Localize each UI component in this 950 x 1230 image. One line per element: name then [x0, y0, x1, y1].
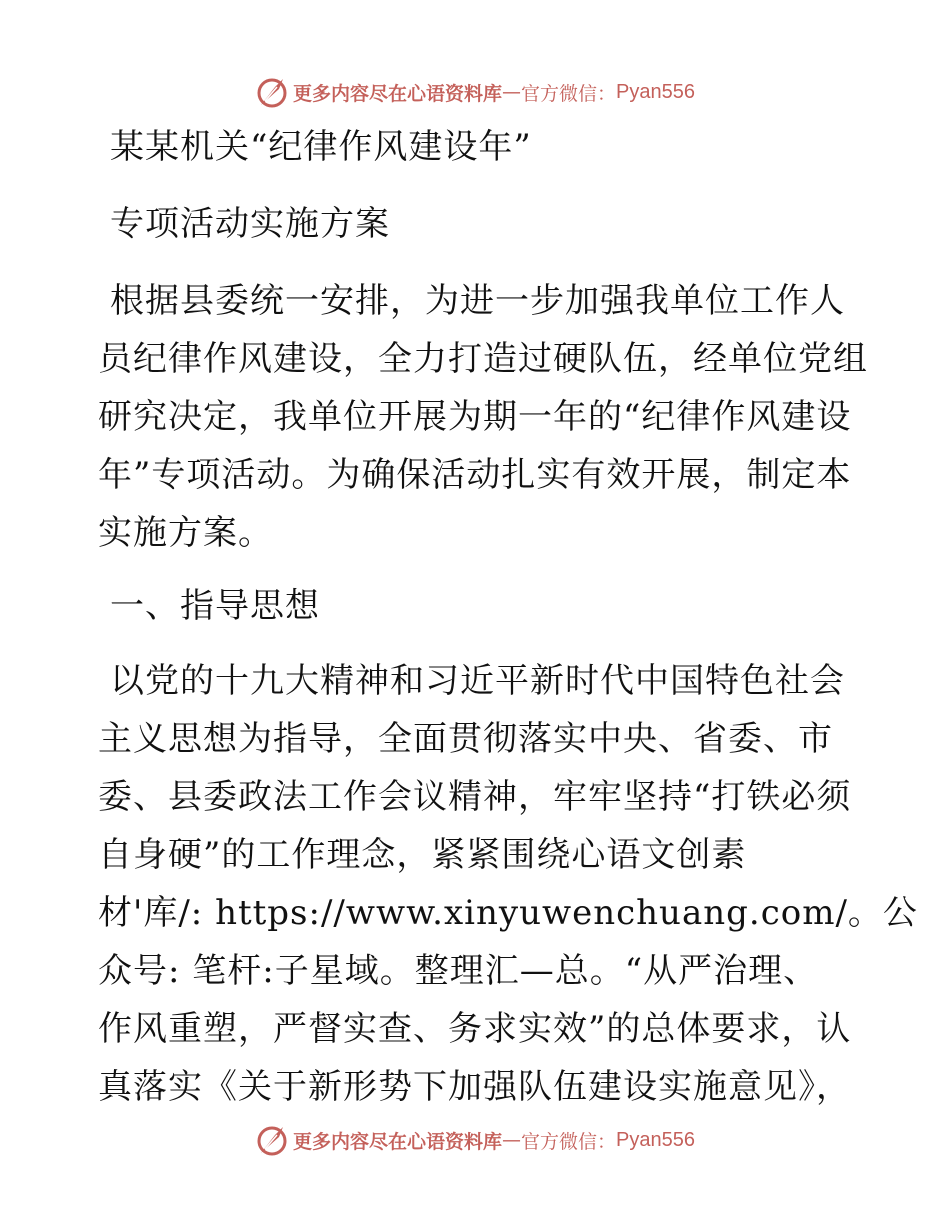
document-subtitle: 专项活动实施方案	[110, 204, 390, 244]
paragraph-line: 材'库/: https://www.xinyuwenchuang.com/。公	[98, 893, 918, 933]
paragraph-line: 以党的十九大精神和习近平新时代中国特色社会	[110, 661, 845, 701]
banner-separator: —	[502, 1129, 522, 1151]
footer-banner	[0, 1120, 950, 1160]
quill-pen-logo-icon	[255, 1123, 289, 1157]
quill-pen-logo-icon	[255, 75, 289, 109]
paragraph-line: 根据县委统一安排，为进一步加强我单位工作人	[110, 281, 845, 321]
paragraph-line: 年”专项活动。为确保活动扎实有效开展，制定本	[98, 455, 852, 495]
banner-main-text: 更多内容尽在心语资料库	[293, 1130, 503, 1153]
banner-wechat-label: 官方微信：	[521, 82, 617, 105]
paragraph-line: 委、县委政法工作会议精神，牢牢坚持“打铁必须	[98, 777, 852, 817]
paragraph-line: 作风重塑，严督实查、务求实效”的总体要求，认	[98, 1009, 852, 1049]
banner-wechat-id: Pyan556	[616, 1128, 695, 1151]
banner-wechat-id: Pyan556	[616, 80, 695, 103]
section-heading: 一、指导思想	[110, 586, 320, 626]
paragraph-line: 员纪律作风建设，全力打造过硬队伍，经单位党组	[98, 339, 868, 379]
paragraph-line: 研究决定，我单位开展为期一年的“纪律作风建设	[98, 397, 852, 437]
banner-main-text: 更多内容尽在心语资料库	[293, 82, 503, 105]
banner-wechat-label: 官方微信：	[521, 1130, 617, 1153]
document-title: 某某机关“纪律作风建设年”	[110, 127, 532, 167]
banner-separator: —	[502, 81, 522, 103]
header-banner	[0, 72, 950, 112]
guiding-thought-paragraph	[98, 652, 918, 1116]
paragraph-line: 真落实《关于新形势下加强队伍建设实施意见》，	[98, 1067, 851, 1107]
paragraph-line: 实施方案。	[98, 513, 273, 553]
paragraph-line: 自身硬”的工作理念，紧紧围绕心语文创素	[98, 835, 747, 875]
paragraph-line: 主义思想为指导，全面贯彻落实中央、省委、市	[98, 719, 833, 759]
document-body	[98, 118, 918, 1131]
intro-paragraph	[98, 272, 868, 562]
paragraph-line: 众号: 笔杆:子星域。整理汇—总。“从严治理、	[98, 951, 819, 991]
